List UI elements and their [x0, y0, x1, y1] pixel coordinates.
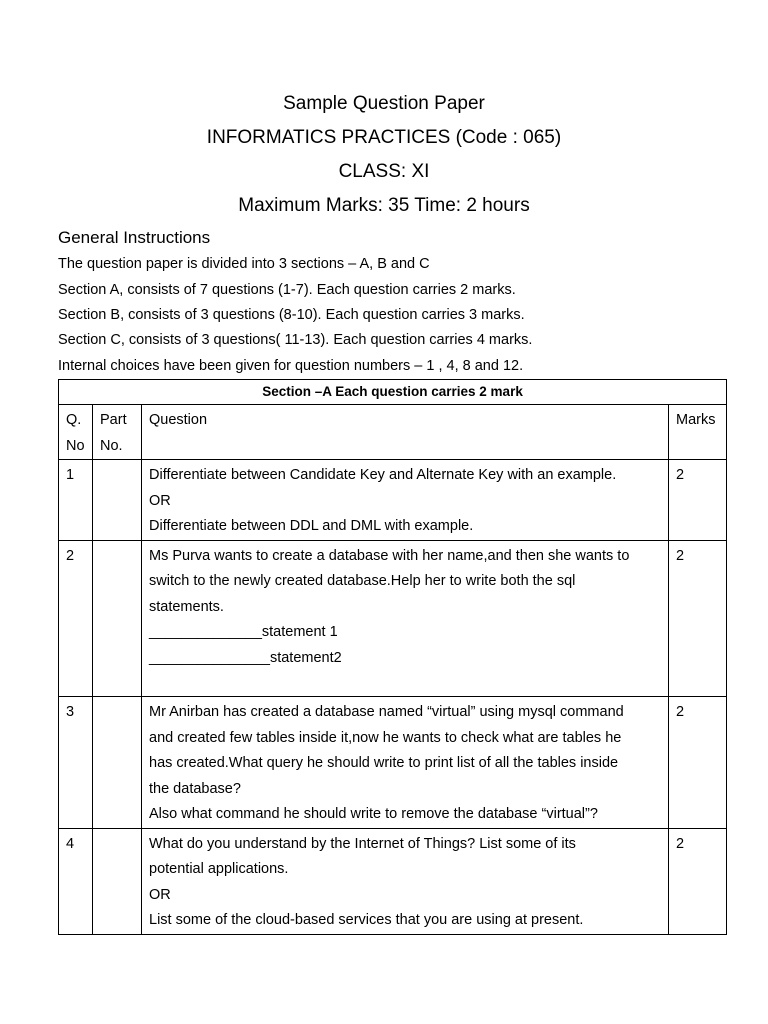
marks-time-label: Maximum Marks: 35 Time: 2 hours [238, 195, 530, 216]
question-text: Also what command he should write to remove the database “virtual”? [149, 806, 598, 822]
question-header: Question [142, 405, 669, 460]
instruction-line: Section B, consists of 3 questions (8-10). Each question carries 3 marks. [58, 307, 525, 323]
question-text: Differentiate between Candidate Key and Alternate Key with an example. [149, 467, 617, 483]
question-text: ______________statement 1 [149, 624, 338, 640]
instruction-line: Internal choices have been given for question numbers – 1 , 4, 8 and 12. [58, 358, 524, 374]
question-cell [142, 697, 669, 829]
paper-title: Sample Question Paper [283, 93, 485, 114]
question-text: potential applications. [149, 861, 289, 877]
instruction-line: Section A, consists of 7 questions (1-7). Each question carries 2 marks. [58, 282, 516, 298]
question-text: OR [149, 492, 171, 509]
question-row-4 [59, 828, 727, 934]
section-header-row [59, 380, 727, 405]
part-cell [93, 828, 142, 934]
marks-cell: 2 [669, 460, 727, 541]
blank-line [149, 671, 668, 696]
subject-title: INFORMATICS PRACTICES (Code : 065) [206, 127, 562, 148]
question-row-3 [59, 697, 727, 829]
class-label: CLASS: XI [338, 161, 430, 182]
qno-cell: 1 [59, 460, 93, 541]
marks-header: Marks [669, 405, 727, 460]
question-text: OR [149, 886, 171, 903]
part-cell [93, 540, 142, 697]
question-row-1 [59, 460, 727, 541]
question-cell [142, 460, 669, 541]
section-a-title: Section –A Each question carries 2 mark [59, 380, 727, 405]
question-text: Ms Purva wants to create a database with her name,and then she wants to [149, 547, 630, 564]
question-text: What do you understand by the Internet of Things? List some of its [149, 835, 576, 852]
question-text: statements. [149, 598, 224, 615]
question-cell [142, 540, 669, 697]
question-cell [142, 828, 669, 934]
marks-cell: 2 [669, 828, 727, 934]
part-cell [93, 460, 142, 541]
part-cell [93, 697, 142, 829]
question-text: has created.What query he should write to print list of all the tables inside [149, 755, 619, 771]
question-row-2 [59, 540, 727, 697]
question-table [58, 379, 727, 935]
question-text: _______________statement2 [149, 649, 342, 666]
instruction-line: Section C, consists of 3 questions( 11-13). Each question carries 4 marks. [58, 332, 533, 348]
question-text: the database? [149, 780, 241, 797]
qno-header: Q. No [59, 405, 93, 460]
instruction-line: The question paper is divided into 3 sections – A, B and C [58, 256, 430, 272]
marks-cell: 2 [669, 697, 727, 829]
question-text: Differentiate between DDL and DML with example. [149, 518, 474, 534]
question-text: Mr Anirban has created a database named “virtual” using mysql command [149, 704, 624, 720]
marks-cell: 2 [669, 540, 727, 697]
qno-cell: 2 [59, 540, 93, 697]
general-instructions-heading: General Instructions [58, 228, 211, 247]
qno-cell: 3 [59, 697, 93, 829]
question-text: and created few tables inside it,now he wants to check what are tables he [149, 729, 622, 746]
qno-cell: 4 [59, 828, 93, 934]
part-header: Part No. [93, 405, 142, 460]
question-text: switch to the newly created database.Help her to write both the sql [149, 573, 576, 589]
question-text: List some of the cloud-based services that you are using at present. [149, 912, 584, 928]
column-header-row [59, 405, 727, 460]
